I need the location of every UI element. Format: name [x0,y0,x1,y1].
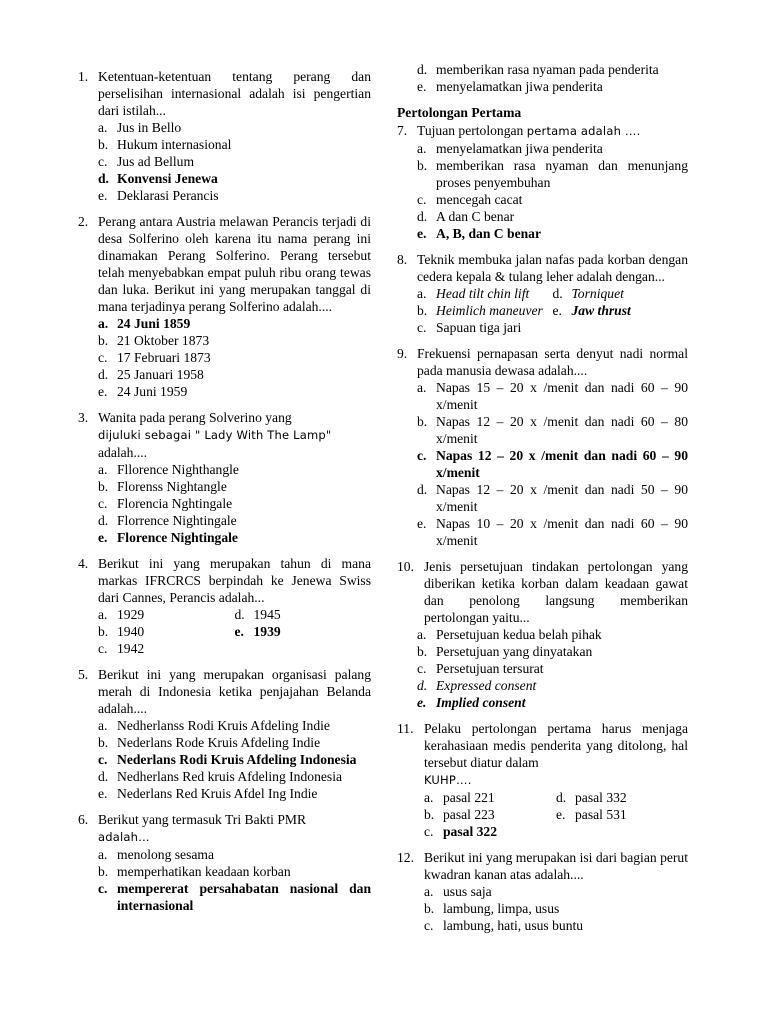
option-b: b. Hukum internasional [98,137,232,152]
option-d: d. 25 Januari 1958 [98,367,204,382]
option-b: b. memberikan rasa nyaman dan menunjang proses penyembuhan [417,158,688,190]
option-a-answer: a. 24 Juni 1859 [98,316,191,331]
question-7 [397,122,688,242]
option-e: e. Nederlans Red Kruis Afdel Ing Indie [98,786,318,801]
option-a: a. Jus in Bello [98,120,182,135]
option-e-answer: e. Florence Nightingale [98,530,238,545]
option-c-answer: c. Napas 12 – 20 x /menit dan nadi 60 – 90 x/menit [417,448,688,480]
option-b: b. 21 Oktober 1873 [98,333,210,348]
question-number: 10. [397,559,414,574]
question-text: Wanita pada perang Solverino yang dijuluki sebagai " Lady With The Lamp" adalah.... [98,410,332,460]
option-c: c. 17 Februari 1873 [98,350,211,365]
question-text: Berikut ini yang merupakan tahun di mana markas IFRCRCS berpindah ke Jenewa Swiss dari Cannes, Perancis adalah... [98,556,371,605]
option-d: d. Napas 12 – 20 x /menit dan nadi 50 – 90 x/menit [417,482,688,514]
question-8 [397,251,688,336]
question-text: Berikut yang termasuk Tri Bakti PMR adalah… [98,812,307,844]
question-text: Jenis persetujuan tindakan pertolongan yang diberikan ketika korban dalam keadaan gawat dan penolong langsung memberikan pertolongan yaitu... [424,559,688,625]
question-6 [78,811,371,914]
question-3 [78,409,371,546]
option-e: e. 24 Juni 1959 [98,384,188,399]
question-number: 3. [78,410,89,425]
option-c: c. lambung, hati, usus buntu [424,918,584,933]
option-a: a. pasal 221 [424,790,495,805]
question-number: 9. [397,346,408,361]
option-d-answer: d. Konvensi Jenewa [98,171,218,186]
question-number: 11. [397,721,414,736]
option-b: b. memperhatikan keadaan korban [98,864,291,879]
question-text: Teknik membuka jalan nafas pada korban dengan cedera kepala & tulang leher adalah dengan... [417,252,688,284]
section-title: Pertolongan Pertama [397,105,522,120]
question-6-continued [397,61,688,95]
option-e: e. menyelamatkan jiwa penderita [417,79,603,94]
option-d: d. pasal 332 [556,790,627,805]
question-number: 6. [78,812,89,827]
option-d: d. Expressed consent [417,678,537,693]
option-a: a. menyelamatkan jiwa penderita [417,141,603,156]
question-number: 5. [78,667,89,682]
question-12 [397,849,688,934]
option-a: a. Nedherlanss Rodi Kruis Afdeling Indie [98,718,330,733]
option-a: a. 1929 [98,607,145,622]
option-d: d. Torniquet [552,286,624,301]
question-text: Frekuensi pernapasan serta denyut nadi normal pada manusia dewasa adalah.... [417,346,688,378]
option-b: b. Heimlich maneuver [417,303,543,318]
option-b: b. 1940 [98,624,145,639]
option-e-answer: e. Implied consent [417,695,526,710]
question-text: Berikut ini yang merupakan isi dari bagian perut kwadran kanan atas adalah.... [424,850,688,882]
option-c: c. 1942 [98,641,145,656]
question-11 [397,720,688,840]
question-10 [397,558,688,711]
option-a: a. Napas 15 – 20 x /menit dan nadi 60 – 90 x/menit [417,380,688,412]
option-a: a. Fllorence Nighthangle [98,462,239,477]
question-text: Tujuan pertolongan pertama adalah …. [417,123,641,138]
left-column [78,0,371,923]
question-2 [78,213,371,400]
option-a: a. Head tilt chin lift [417,286,530,301]
option-c-answer: c. mempererat persahabatan nasional dan internasional [98,881,371,913]
option-e: e. Deklarasi Perancis [98,188,219,203]
option-c: c. Florencia Nghtingale [98,496,233,511]
right-column [397,0,688,943]
question-9 [397,345,688,549]
option-e: e. pasal 531 [556,807,627,822]
question-text: Berikut ini yang merupakan organisasi palang merah di Indonesia ketika penjajahan Belanda adalah.... [98,667,371,716]
option-b: b. lambung, limpa, usus [424,901,560,916]
question-number: 1. [78,69,89,84]
option-d: d. Florrence Nightingale [98,513,237,528]
option-b: b. Persetujuan yang dinyatakan [417,644,593,659]
option-d: d. Nedherlans Red kruis Afdeling Indonesia [98,769,343,784]
option-c: c. mencegah cacat [417,192,523,207]
option-a: a. Persetujuan kedua belah pihak [417,627,602,642]
question-number: 7. [397,123,408,138]
option-c-answer: c. pasal 322 [424,824,498,839]
question-text: Ketentuan-ketentuan tentang perang dan perselisihan internasional adalah isi pengertian dari istilah... [98,69,371,118]
question-number: 12. [397,850,414,865]
option-e: e. Napas 10 – 20 x /menit dan nadi 60 – 90 x/menit [417,516,688,548]
option-c: c. Sapuan tiga jari [417,320,522,335]
option-c: c. Persetujuan tersurat [417,661,544,676]
question-number: 8. [397,252,408,267]
option-a: a. usus saja [424,884,492,899]
option-b: b. pasal 223 [424,807,495,822]
option-d: d. A dan C benar [417,209,515,224]
option-b: b. Nederlans Rode Kruis Afdeling Indie [98,735,321,750]
option-d: d. memberikan rasa nyaman pada penderita [417,62,659,77]
question-5 [78,666,371,802]
question-4 [78,555,371,657]
question-number: 2. [78,214,89,229]
option-b: b. Napas 12 – 20 x /menit dan nadi 60 – 80 x/menit [417,414,688,446]
option-d: d. 1945 [234,607,281,622]
option-e-answer: e. 1939 [234,624,281,639]
option-e-answer: e. A, B, dan C benar [417,226,541,241]
option-e-answer: e. Jaw thrust [552,303,631,318]
option-b: b. Florenss Nightangle [98,479,227,494]
question-text: Pelaku pertolongan pertama harus menjaga kerahasiaan medis penderita yang ditolong, hal tersebut diatur dalam KUHP…. [424,721,688,787]
question-number: 4. [78,556,89,571]
option-c-answer: c. Nederlans Rodi Kruis Afdeling Indonesia [98,752,357,767]
question-1 [78,68,371,204]
question-text: Perang antara Austria melawan Perancis terjadi di desa Solferino oleh karena itu nama perang ini dinamakan Perang Solferino. Perang tersebut telah menyebabkan empat puluh ribu orang tewas dan luka. Berikut ini yang merupakan tanggal di mana terjadinya perang Solferino adalah.... [98,214,371,314]
option-a: a. menolong sesama [98,847,215,862]
option-c: c. Jus ad Bellum [98,154,195,169]
